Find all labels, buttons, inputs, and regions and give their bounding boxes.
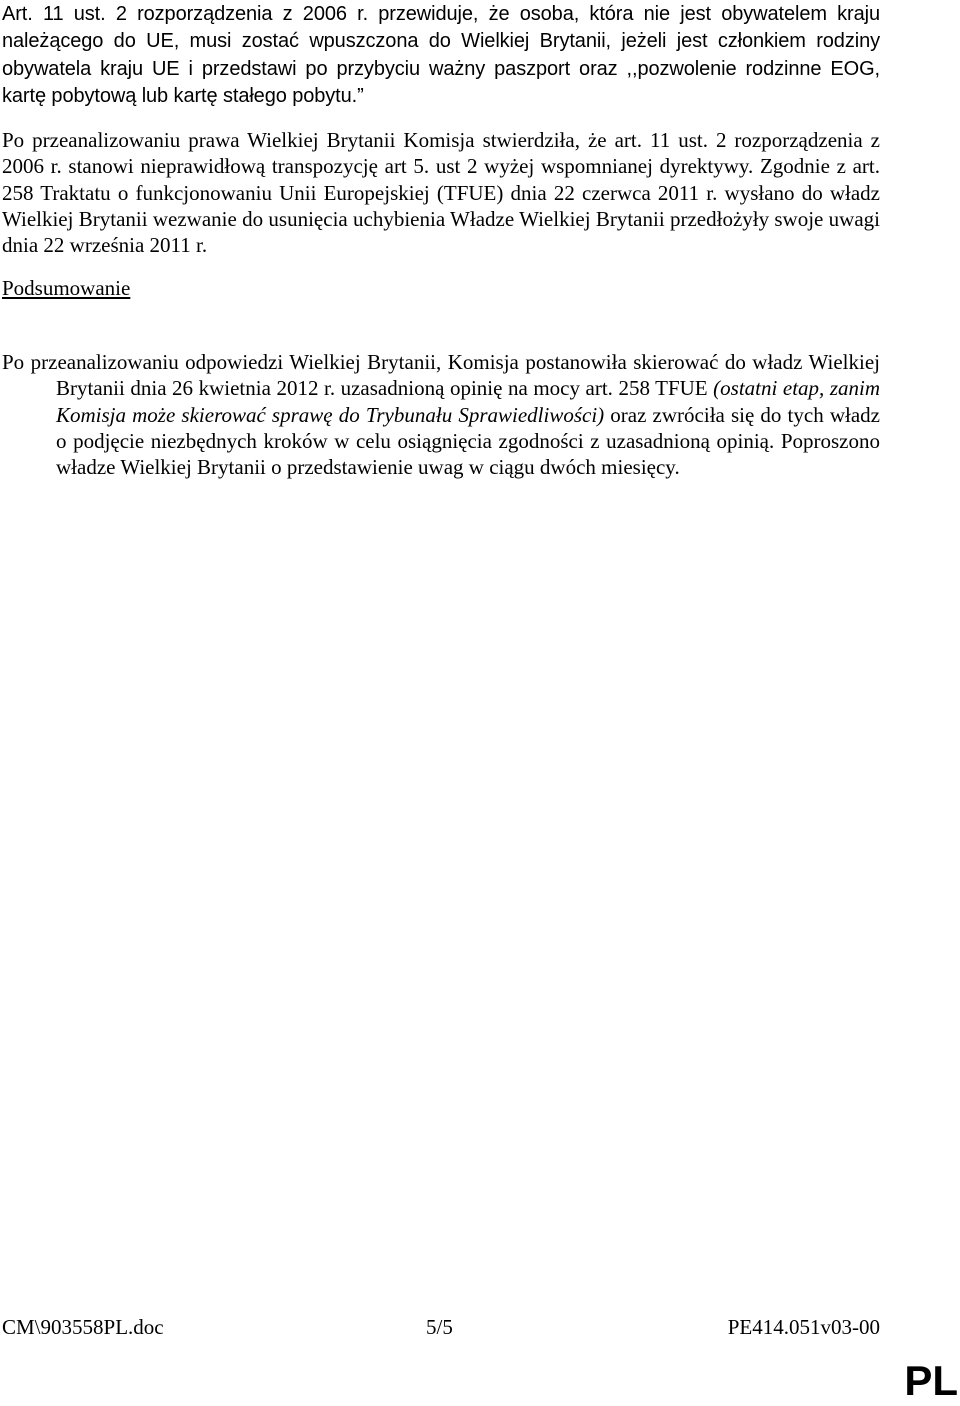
- footer-reference: PE414.051v03-00: [727, 1315, 880, 1339]
- footer-page-number: 5/5: [426, 1315, 453, 1339]
- language-mark: PL: [904, 1357, 958, 1404]
- paragraph-3-lead: Po przeanalizowaniu odpowiedzi Wielkiej Brytanii, Komisja postanowiła skierować do władz Wielkiej Brytanii dnia 26 kwietnia 2012 r. uzasadnioną opinię na mocy art. 258 TFUE: [2, 350, 880, 401]
- paragraph-1-body: przewiduje, że osoba, która nie jest obywatelem kraju należącego do UE, musi zostać wpuszczona do Wielkiej Brytanii, jeżeli jest członkiem rodziny obywatela kraju UE i przedstawi po przybyciu ważny paszport oraz ,,pozwolenie rodzinne EOG, kartę pobytową lub kartę stałego pobytu.”: [2, 3, 881, 107]
- paragraph-1-lead: Art. 11 ust. 2 rozporządzenia z 2006 r.: [2, 3, 369, 25]
- paragraph-1: [2, 0, 880, 109]
- paragraph-2-body: Zgodnie z art. 258 Traktatu o funkcjonowaniu Unii Europejskiej (TFUE) dnia 22 czerwca 2011 r. wysłano do władz Wielkiej Brytanii wezwanie do usunięcia uchybienia Władze Wielkiej Brytanii przedłożyły swoje uwagi dnia 22 września 2011 r.: [2, 154, 880, 258]
- paragraph-3-italic: (ostatni etap, zanim Komisja może skierować sprawę do Trybunału Sprawiedliwości): [56, 376, 880, 427]
- paragraph-2-lead: Po przeanalizowaniu prawa Wielkiej Brytanii Komisja stwierdziła, że art. 11 ust. 2 rozporządzenia z 2006 r. stanowi nieprawidłową transpozycję art 5. ust 2 wyżej wspomnianej dyrektywy.: [2, 128, 880, 179]
- paragraph-3: [2, 349, 880, 480]
- paragraph-2: [2, 127, 880, 258]
- paragraph-3-body: oraz zwróciła się do tych władz o podjęcie niezbędnych kroków w celu osiągnięcia zgodności z uzasadnioną opinią. Poproszono władze Wielkiej Brytanii o przedstawienie uwag w ciągu dwóch miesięcy.: [56, 402, 880, 480]
- section-heading: Podsumowanie: [2, 276, 131, 300]
- footer-document-id: CM\903558PL.doc: [2, 1315, 164, 1339]
